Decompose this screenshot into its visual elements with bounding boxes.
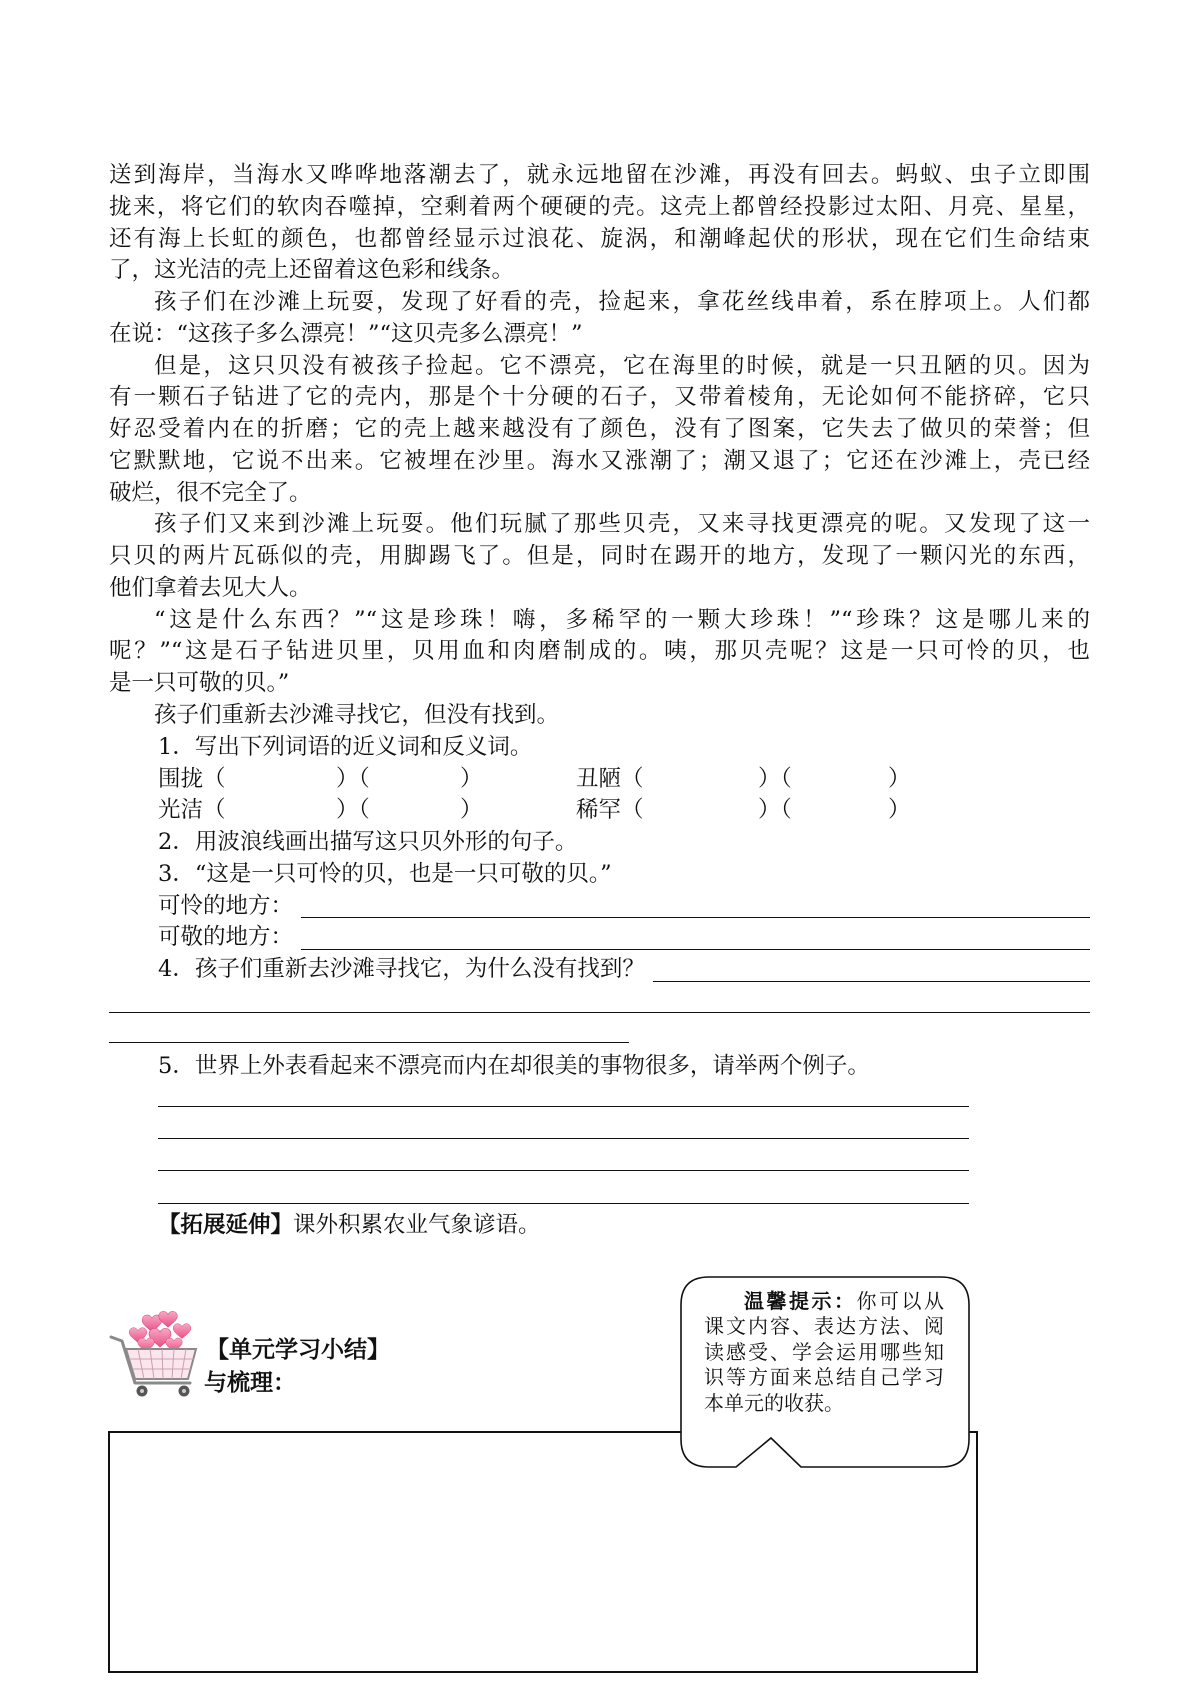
shopping-cart-hearts-icon	[108, 1307, 206, 1399]
question-5-answer-line	[158, 1203, 969, 1204]
word: 围拢	[158, 765, 204, 792]
passage-line: 呢？”“这是石子钻进贝里，贝用血和肉磨制成的。咦，那贝壳呢？这是一只可怜的贝，也	[109, 638, 1090, 665]
passage-line: 还有海上长虹的颜色，也都曾经显示过浪花、旋涡，和潮峰起伏的形状，现在它们生命结束	[109, 225, 1090, 252]
passage-line: 孩子们重新去沙滩寻找它，但没有找到。	[154, 702, 560, 729]
extension-tag: 【拓展延伸】	[158, 1212, 294, 1238]
question-1-prompt: 1．写出下列词语的近义词和反义词。	[158, 733, 533, 760]
tip-line: 识等方面来总结自己学习	[704, 1365, 944, 1390]
question-4-answer-line	[109, 1012, 1090, 1013]
question-5-answer-line	[158, 1106, 969, 1107]
bracket-open: （	[203, 765, 226, 792]
bracket-mid: ）（	[758, 765, 792, 792]
tip-callout-bubble	[679, 1275, 971, 1471]
pitiful-label: 可怜的地方：	[158, 892, 294, 919]
passage-line: 拢来，将它们的软肉吞噬掉，空剩着两个硬硬的壳。这壳上都曾经投影过太阳、月亮、星星，	[109, 193, 1090, 220]
tip-line: 本单元的收获。	[704, 1390, 844, 1415]
passage-line: 是一只可敬的贝。”	[109, 670, 290, 697]
tip-line	[704, 1289, 944, 1315]
passage-line: 好忍受着内在的折磨；它的壳上越来越没有了颜色，没有了图案，它失去了做贝的荣誉；但	[109, 416, 1090, 443]
passage-line: “这是什么东西？”“这是珍珠！嗨，多稀罕的一颗大珍珠！”“珍珠？这是哪儿来的	[154, 606, 1090, 633]
admirable-label: 可敬的地方：	[158, 924, 294, 951]
passage-line: 孩子们又来到沙滩上玩耍。他们玩腻了那些贝壳，又来寻找更漂亮的呢。又发现了这一	[154, 511, 1090, 538]
extension-line	[158, 1210, 541, 1242]
question-5-answer-line	[158, 1170, 969, 1171]
tip-line: 课文内容、表达方法、阅	[704, 1314, 944, 1339]
question-4-row	[109, 954, 1090, 986]
passage-line: 但是，这只贝没有被孩子捡起。它不漂亮，它在海里的时候，就是一只丑陋的贝。因为	[154, 352, 1090, 379]
bracket-open: （	[621, 797, 644, 824]
word: 稀罕	[576, 797, 622, 824]
word-item	[158, 764, 226, 796]
question-1-row	[109, 764, 1090, 796]
passage-line: 只贝的两片瓦砾似的壳，用脚踢飞了。但是，同时在踢开的地方，发现了一颗闪光的东西，	[109, 543, 1090, 570]
question-3-prompt: 3．“这是一只可怜的贝，也是一只可敬的贝。”	[158, 860, 612, 887]
question-4-prompt: 4．孩子们重新去沙滩寻找它，为什么没有找到？	[158, 956, 645, 983]
tip-line-text: 你可以从	[856, 1288, 944, 1313]
question-2-prompt: 2．用波浪线画出描写这只贝外形的句子。	[158, 829, 578, 856]
passage-line: 送到海岸，当海水又哗哗地落潮去了，就永远地留在沙滩，再没有回去。蚂蚁、虫子立即围	[109, 162, 1090, 188]
bracket-mid: ）（	[336, 797, 370, 824]
tip-label: 温馨提示：	[744, 1288, 857, 1313]
word: 丑陋	[576, 765, 622, 792]
answer-line	[301, 922, 1090, 950]
bracket-close: ）	[888, 797, 911, 824]
word: 光洁	[158, 797, 204, 824]
passage-line: 它默默地，它说不出来。它被埋在沙里。海水又涨潮了；潮又退了；它还在沙滩上，壳已经	[109, 447, 1090, 474]
bracket-close: ）	[460, 765, 483, 792]
extension-text: 课外积累农业气象谚语。	[293, 1212, 541, 1238]
bracket-mid: ）（	[758, 797, 792, 824]
tip-line: 读感受、学会运用哪些知	[704, 1339, 944, 1364]
reading-passage	[109, 160, 1090, 986]
word-item	[576, 764, 644, 796]
passage-line: 孩子们在沙滩上玩耍，发现了好看的壳，捡起来，拿花丝线串着，系在脖项上。人们都	[154, 289, 1090, 316]
passage-line: 了，这光洁的壳上还留着这色彩和线条。	[109, 257, 515, 284]
question-5-prompt: 5．世界上外表看起来不漂亮而内在却很美的事物很多，请举两个例子。	[158, 1053, 870, 1079]
word-item	[576, 795, 644, 827]
bracket-mid: ）（	[336, 765, 370, 792]
question-1-row	[109, 795, 1090, 827]
unit-summary-title: 【单元学习小结】	[206, 1336, 390, 1363]
question-4-answer-line	[109, 1042, 629, 1043]
passage-line: 破烂，很不完全了。	[109, 479, 312, 506]
passage-line: 有一颗石子钻进了它的壳内，那是个十分硬的石子，又带着棱角，无论如何不能挤碎，它只	[109, 384, 1090, 411]
unit-summary-subtitle: 与梳理：	[204, 1369, 296, 1396]
passage-line: 他们拿着去见大人。	[109, 574, 312, 601]
question-3-pitiful-row	[109, 891, 1090, 923]
question-5-answer-line	[158, 1138, 969, 1139]
answer-line	[653, 954, 1090, 982]
passage-line: 在说：“这孩子多么漂亮！”“这贝壳多么漂亮！”	[109, 320, 583, 347]
question-3-admirable-row	[109, 922, 1090, 954]
bracket-open: （	[621, 765, 644, 792]
bracket-open: （	[203, 797, 226, 824]
tip-text	[704, 1289, 944, 1417]
answer-line	[301, 891, 1090, 919]
bracket-close: ）	[460, 797, 483, 824]
word-item	[158, 795, 226, 827]
bracket-close: ）	[888, 765, 911, 792]
